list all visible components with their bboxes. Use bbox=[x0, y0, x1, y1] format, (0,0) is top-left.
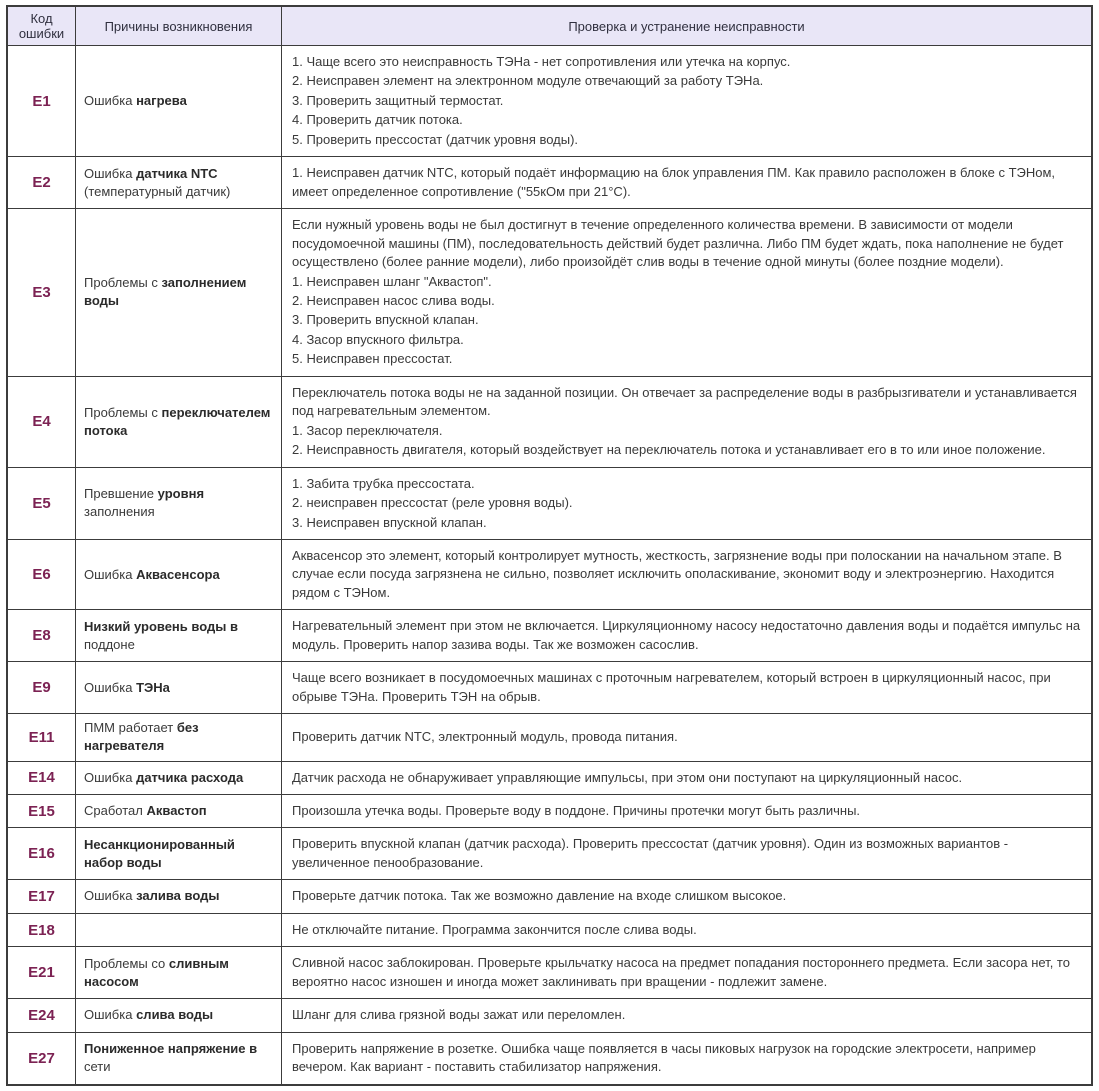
fix-cell bbox=[282, 1032, 1093, 1084]
fix-cell bbox=[282, 467, 1093, 539]
cause-cell bbox=[76, 376, 282, 467]
table-row bbox=[7, 714, 1092, 761]
table-row bbox=[7, 467, 1092, 539]
cause-cell bbox=[76, 467, 282, 539]
fix-line: 2. неисправен прессостат (реле уровня воды). bbox=[292, 495, 573, 511]
table-row bbox=[7, 828, 1092, 880]
fix-line: 4. Проверить датчик потока. bbox=[292, 112, 463, 128]
cause-text-bold: Несанкционированный набор воды bbox=[84, 836, 235, 870]
cause-text: Сработал bbox=[84, 803, 147, 819]
table-row bbox=[7, 794, 1092, 827]
cause-cell bbox=[76, 539, 282, 609]
fix-line: Чаще всего возникает в посудомоечных машинах с проточным нагревателем, который встроен в циркуляционный насос, при обрыве ТЭНа. Проверить ТЭН на обрыв. bbox=[292, 670, 1051, 704]
fix-cell bbox=[282, 828, 1093, 880]
cause-cell bbox=[76, 157, 282, 209]
table-row bbox=[7, 157, 1092, 209]
cause-cell bbox=[76, 794, 282, 827]
table-row bbox=[7, 880, 1092, 913]
cause-cell bbox=[76, 761, 282, 794]
fix-line: Шланг для слива грязной воды зажат или переломлен. bbox=[292, 1007, 626, 1023]
header-row bbox=[7, 6, 1092, 46]
cause-cell bbox=[76, 714, 282, 761]
fix-line: Проверить напряжение в розетке. Ошибка чаще появляется в часы пиковых нагрузок на городские электросети, например вечером. Как вариант - поставить стабилизатор напряжения. bbox=[292, 1040, 1036, 1075]
fix-line: Проверить впускной клапан (датчик расхода). Проверить прессостат (датчик уровня). Один из возможных вариантов - увеличенное пенообразование. bbox=[292, 836, 1009, 870]
cause-text-bold: заполнением воды bbox=[84, 275, 247, 309]
fix-line: 2. Неисправность двигателя, который воздействует на переключатель потока и устанавливает его в то или иное положение. bbox=[292, 442, 1046, 458]
cause-cell bbox=[76, 209, 282, 377]
cause-text-bold: переключателем потока bbox=[84, 404, 271, 438]
fix-line: 2. Неисправен элемент на электронном модуле отвечающий за работу ТЭНа. bbox=[292, 73, 764, 89]
cause-text: Проблемы с bbox=[84, 275, 162, 291]
cause-text-bold: Аквасенсора bbox=[136, 566, 220, 582]
error-code-cell: E1 bbox=[7, 46, 76, 157]
fix-line: 3. Проверить впускной клапан. bbox=[292, 312, 479, 328]
fix-line: Аквасенсор это элемент, который контролирует мутность, жесткость, загрязнение воды при полоскании на начальном этапе. В случае если посуда загрязнена не сильно, позволяет исключить ополаскивание, экономит воду и электроэнергию. Находится рядом с ТЭНом. bbox=[292, 547, 1062, 600]
fix-line: 2. Неисправен насос слива воды. bbox=[292, 292, 495, 308]
cause-text-bold: Низкий уровень воды в bbox=[84, 618, 238, 634]
cause-text: Ошибка bbox=[84, 888, 137, 904]
cause-text: Проблемы с bbox=[84, 404, 162, 420]
header-fix-column: Проверка и устранение неисправности bbox=[282, 6, 1093, 46]
cause-text: Ошибка bbox=[84, 1007, 137, 1023]
error-code-cell: E27 bbox=[7, 1032, 76, 1084]
cause-text: сети bbox=[84, 1059, 111, 1075]
fix-cell bbox=[282, 539, 1093, 609]
error-code-cell: E21 bbox=[7, 947, 76, 999]
cause-text-bold: без нагревателя bbox=[84, 720, 199, 754]
table-row bbox=[7, 539, 1092, 609]
cause-text: поддоне bbox=[84, 636, 135, 652]
cause-text-bold: ТЭНа bbox=[136, 679, 170, 695]
fix-cell bbox=[282, 209, 1093, 377]
table-row bbox=[7, 610, 1092, 662]
cause-text-bold: Пониженное напряжение в bbox=[84, 1040, 258, 1056]
cause-cell bbox=[76, 880, 282, 913]
cause-cell bbox=[76, 662, 282, 714]
fix-cell bbox=[282, 157, 1093, 209]
cause-cell bbox=[76, 947, 282, 999]
table-row bbox=[7, 947, 1092, 999]
error-code-cell: E8 bbox=[7, 610, 76, 662]
header-code-column: Код ошибки bbox=[7, 6, 76, 46]
fix-cell bbox=[282, 376, 1093, 467]
fix-line: 5. Неисправен прессостат. bbox=[292, 351, 453, 367]
fix-line: 3. Неисправен впускной клапан. bbox=[292, 514, 487, 530]
fix-line: 3. Проверить защитный термостат. bbox=[292, 92, 504, 108]
fix-line: Проверьте датчик потока. Так же возможно давление на входе слишком высокое. bbox=[292, 888, 787, 904]
error-code-cell: E11 bbox=[7, 714, 76, 761]
fix-line: 5. Проверить прессостат (датчик уровня воды). bbox=[292, 131, 579, 147]
table-row bbox=[7, 761, 1092, 794]
fix-cell bbox=[282, 46, 1093, 157]
fix-cell bbox=[282, 662, 1093, 714]
error-code-cell: E9 bbox=[7, 662, 76, 714]
cause-cell bbox=[76, 999, 282, 1032]
fix-line: 1. Неисправен шланг "Аквастоп". bbox=[292, 273, 492, 289]
fix-line: 4. Засор впускного фильтра. bbox=[292, 331, 464, 347]
fix-line: Проверить датчик NTC, электронный модуль, провода питания. bbox=[292, 729, 678, 745]
header-cause-column: Причины возникновения bbox=[76, 6, 282, 46]
fix-cell bbox=[282, 761, 1093, 794]
cause-text-bold: сливным насосом bbox=[84, 955, 229, 989]
cause-text: Ошибка bbox=[84, 679, 137, 695]
cause-cell bbox=[76, 46, 282, 157]
error-code-cell: E4 bbox=[7, 376, 76, 467]
table-row bbox=[7, 376, 1092, 467]
cause-text: Ошибка bbox=[84, 165, 137, 181]
cause-text: ПММ работает bbox=[84, 720, 177, 736]
cause-cell bbox=[76, 828, 282, 880]
error-code-cell: E17 bbox=[7, 880, 76, 913]
cause-text-bold: датчика NTC bbox=[136, 165, 218, 181]
cause-text: Ошибка bbox=[84, 93, 137, 109]
fix-cell bbox=[282, 880, 1093, 913]
error-code-cell: E3 bbox=[7, 209, 76, 377]
cause-cell bbox=[76, 610, 282, 662]
table-body bbox=[7, 46, 1092, 1085]
fix-cell bbox=[282, 947, 1093, 999]
cause-text: Ошибка bbox=[84, 769, 137, 785]
fix-line: Если нужный уровень воды не был достигнут в течение определенного количества времени. В зависимости от модели посудомоечной машины (ПМ), последовательность действий будет различна. Либо ПМ будет ждать, пока наполнение не будет осуществлено (более ранние модели), либо произойдёт слив воды в течение одной минуты (более поздние модели). bbox=[292, 217, 1064, 270]
table-row bbox=[7, 662, 1092, 714]
fix-cell bbox=[282, 794, 1093, 827]
error-code-cell: E5 bbox=[7, 467, 76, 539]
fix-line: Нагревательный элемент при этом не включается. Циркуляционному насосу недостаточно давления воды и подаётся импульс на модуль. Проверить напор зазива воды. Так же возможен сасослив. bbox=[292, 618, 1081, 652]
cause-cell bbox=[76, 913, 282, 946]
fix-cell bbox=[282, 999, 1093, 1032]
cause-text-bold: слива воды bbox=[136, 1007, 214, 1023]
table-row bbox=[7, 1032, 1092, 1084]
table-row bbox=[7, 913, 1092, 946]
table-header bbox=[7, 6, 1092, 46]
fix-line: Переключатель потока воды не на заданной позиции. Он отвечает за распределение воды в разбрызгиватели и устанавливается под нагревательным элементом. bbox=[292, 384, 1077, 419]
cause-text-bold: Аквастоп bbox=[146, 803, 207, 819]
cause-text: (температурный датчик) bbox=[84, 183, 231, 199]
fix-cell bbox=[282, 610, 1093, 662]
fix-cell bbox=[282, 913, 1093, 946]
error-code-cell: E16 bbox=[7, 828, 76, 880]
error-code-cell: E6 bbox=[7, 539, 76, 609]
error-code-cell: E2 bbox=[7, 157, 76, 209]
cause-text-bold: залива воды bbox=[136, 888, 220, 904]
table-row bbox=[7, 999, 1092, 1032]
table-row bbox=[7, 46, 1092, 157]
fix-line: Датчик расхода не обнаруживает управляющие импульсы, при этом они поступают на циркуляционный насос. bbox=[292, 769, 963, 785]
error-code-cell: E14 bbox=[7, 761, 76, 794]
cause-text: Превшение bbox=[84, 486, 158, 502]
cause-text-bold: уровня bbox=[157, 486, 205, 502]
cause-text: Ошибка bbox=[84, 566, 137, 582]
fix-line: 1. Засор переключателя. bbox=[292, 422, 443, 438]
cause-text: заполнения bbox=[84, 504, 155, 520]
fix-cell bbox=[282, 714, 1093, 761]
fix-line: 1. Неисправен датчик NTC, который подаёт информацию на блок управления ПМ. Как правило расположен в блоке с ТЭНом, имеет определенное сопротивление ("55кОм при 21°С). bbox=[292, 165, 1056, 199]
error-code-cell: E24 bbox=[7, 999, 76, 1032]
fix-line: 1. Чаще всего это неисправность ТЭНа - нет сопротивления или утечка на корпус. bbox=[292, 54, 791, 69]
fix-line: 1. Забита трубка прессостата. bbox=[292, 475, 475, 491]
fix-line: Произошла утечка воды. Проверьте воду в поддоне. Причины протечки могут быть различны. bbox=[292, 802, 861, 818]
cause-text-bold: нагрева bbox=[136, 93, 187, 109]
cause-text-bold: датчика расхода bbox=[136, 769, 244, 785]
cause-cell bbox=[76, 1032, 282, 1084]
fix-line: Не отключайте питание. Программа закончится после слива воды. bbox=[292, 921, 697, 937]
fix-line: Сливной насос заблокирован. Проверьте крыльчатку насоса на предмет попадания постороннего предмета. Если засора нет, то вероятно насос изношен и иногда может заклинивать при вращении - подлежит замене. bbox=[292, 955, 1070, 989]
error-code-cell: E18 bbox=[7, 913, 76, 946]
error-code-cell: E15 bbox=[7, 794, 76, 827]
cause-text: Проблемы со bbox=[84, 955, 169, 971]
table-row bbox=[7, 209, 1092, 377]
error-codes-table bbox=[6, 5, 1093, 1086]
